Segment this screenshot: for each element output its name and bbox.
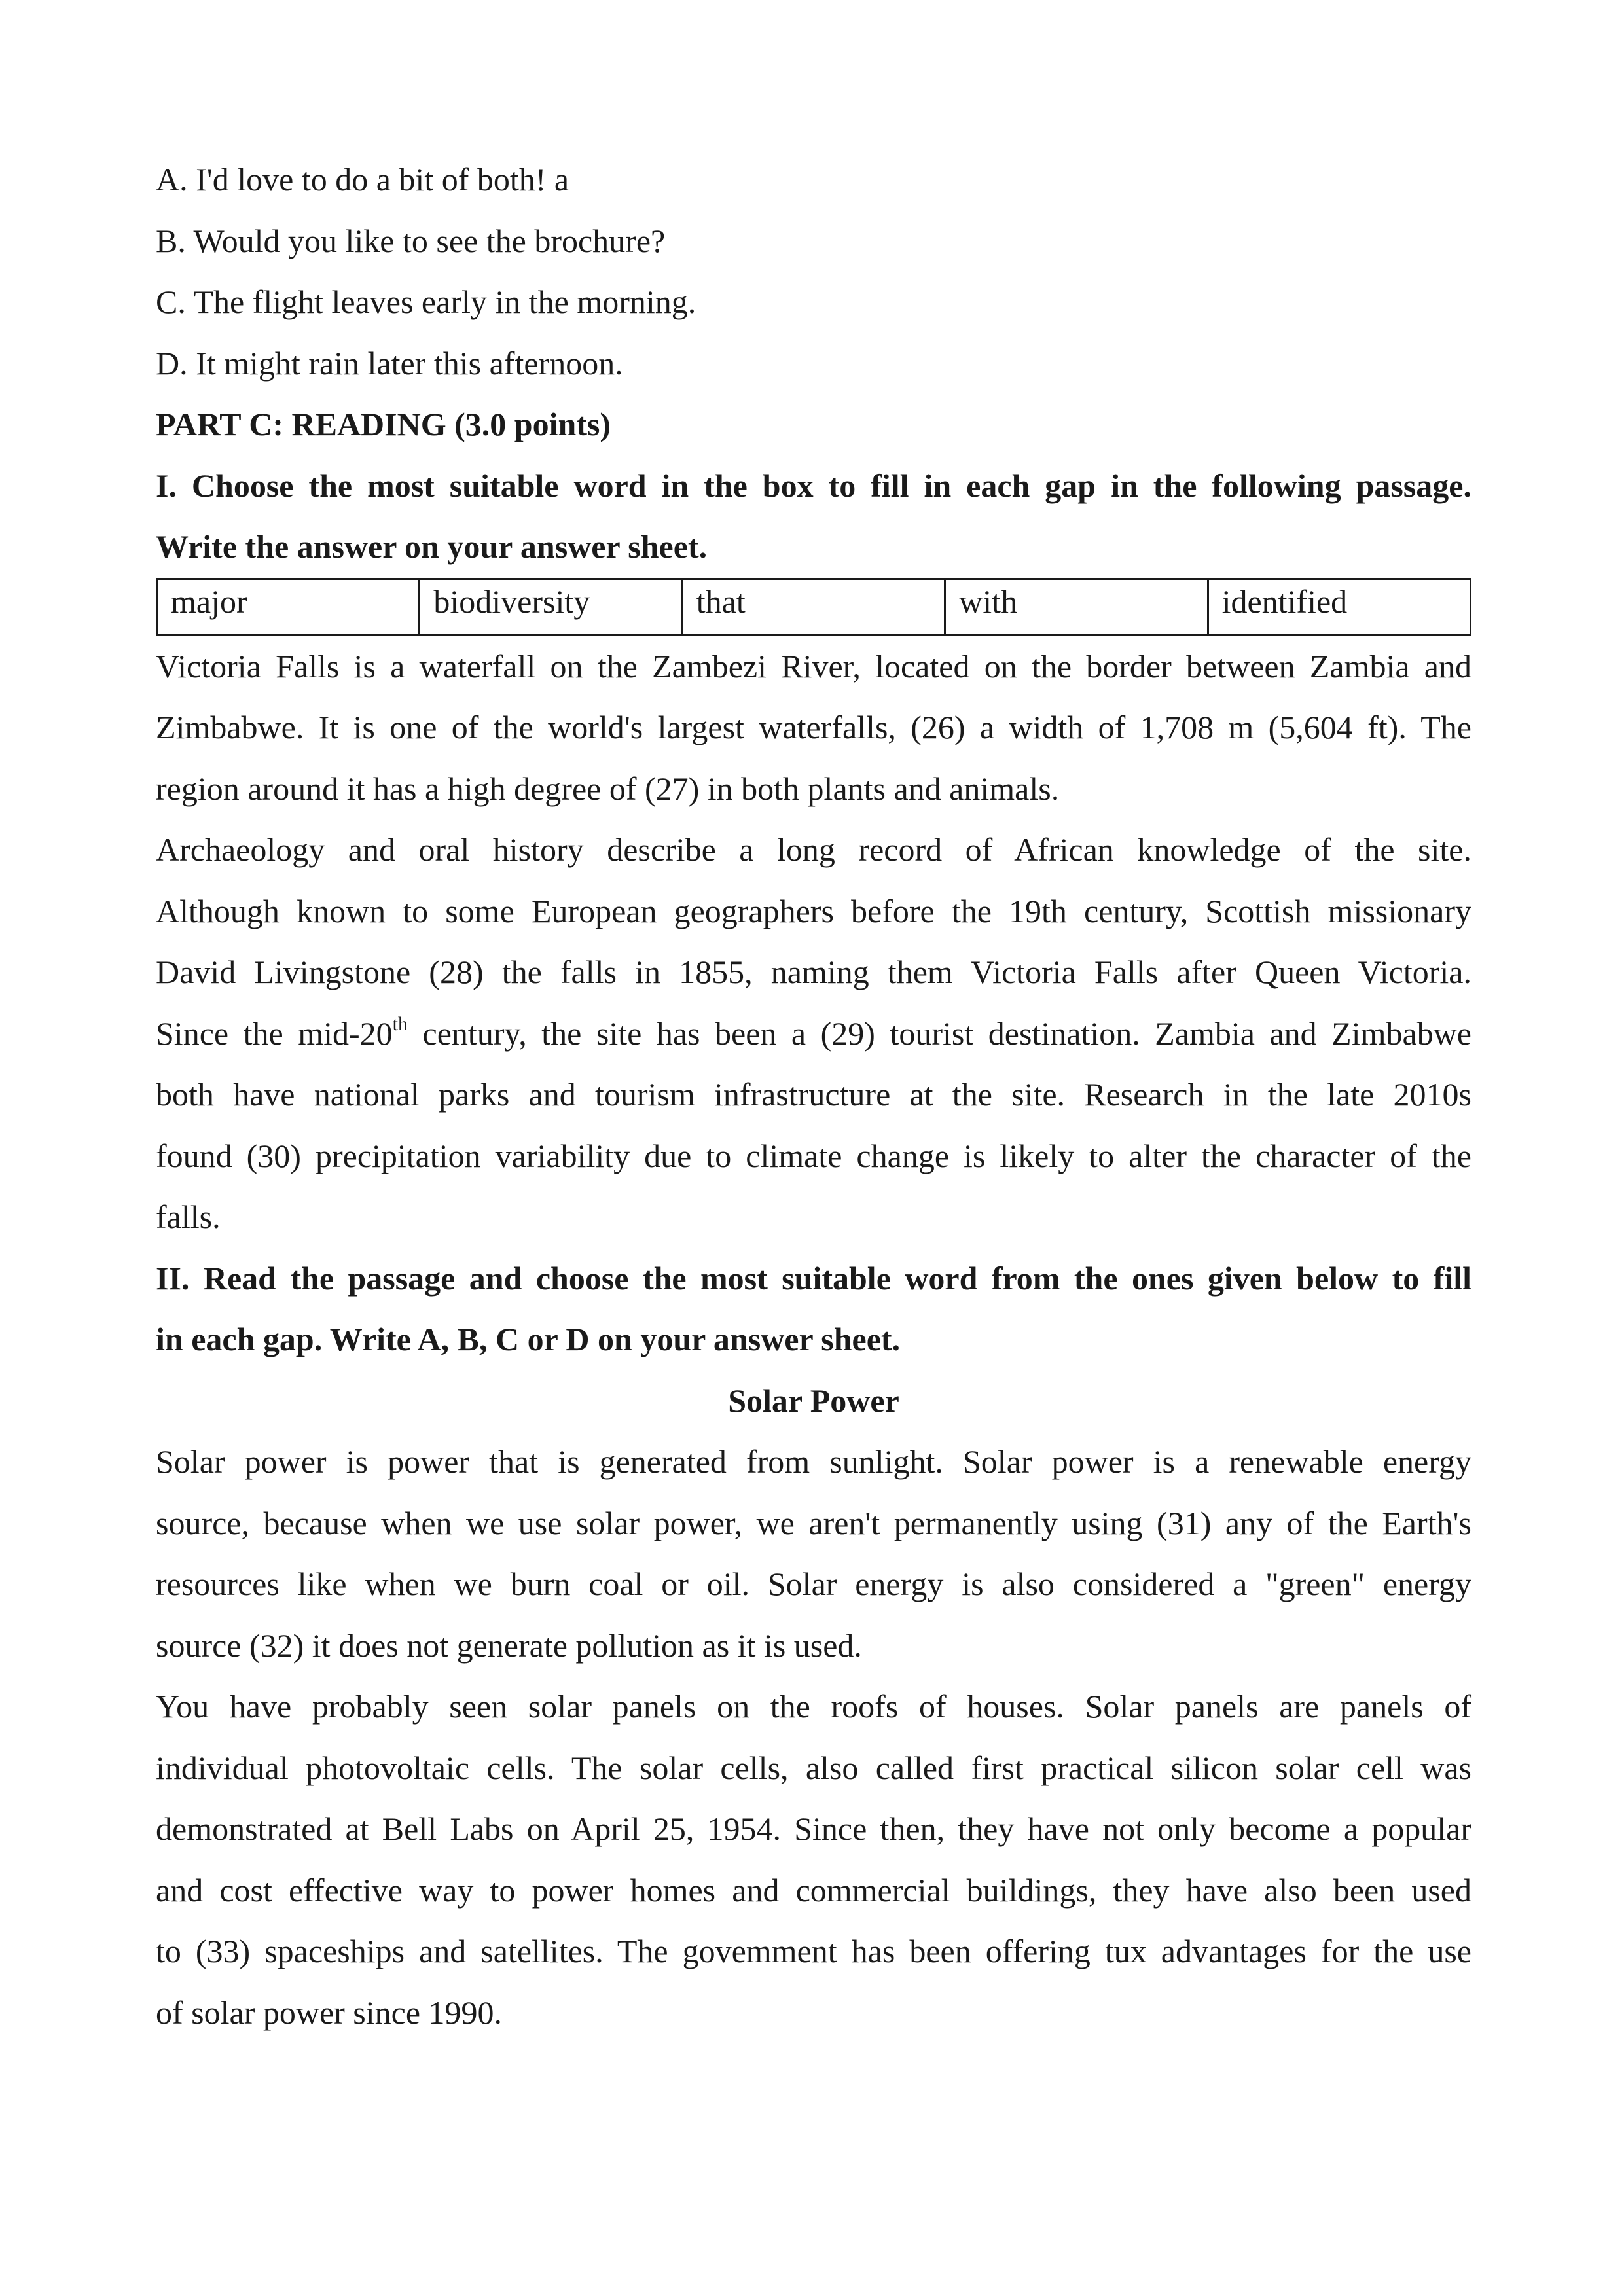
passage1-line: Zimbabwe. It is one of the world's largest waterfalls, (26) a width of 1,708 m (5,604 ft). The — [156, 709, 1471, 745]
section2-instruction-line-1: II. Read the passage and choose the most suitable word from the ones given below to fill — [156, 1259, 1471, 1297]
passage2-line: You have probably seen solar panels on the roofs of houses. Solar panels are panels of — [156, 1688, 1471, 1725]
passage2-line: and cost effective way to power homes and commercial buildings, they have also been used — [156, 1871, 1471, 1909]
passage2-line: demonstrated at Bell Labs on April 25, 1954. Since then, they have not only become a popular — [156, 1810, 1471, 1847]
superscript-th: th — [392, 1013, 408, 1035]
passage2-title: Solar Power — [728, 1382, 899, 1419]
document-page — [156, 149, 1471, 2043]
passage1-line: Although known to some European geographers before the 19th century, Scottish missionary — [156, 892, 1471, 929]
word-box-cell: with — [945, 579, 1208, 635]
option-d: D. It might rain later this afternoon. — [156, 344, 623, 382]
passage1-line — [156, 1003, 1471, 1065]
passage2-line: Solar power is power that is generated from sunlight. Solar power is a renewable energy — [156, 1443, 1471, 1480]
passage1-line: found (30) precipitation variability due to climate change is likely to alter the character of the — [156, 1137, 1471, 1174]
option-c: C. The flight leaves early in the morning. — [156, 283, 696, 320]
passage1-line: David Livingstone (28) the falls in 1855, naming them Victoria Falls after Queen Victoria. — [156, 954, 1471, 990]
passage2-line: resources like when we burn coal or oil. Solar energy is also considered a "green" energy — [156, 1566, 1471, 1602]
option-b: B. Would you like to see the brochure? — [156, 222, 666, 259]
passage1-line: falls. — [156, 1198, 221, 1235]
passage1-text: century, the site has been a (29) tourist destination. Zambia and Zimbabwe — [408, 1014, 1472, 1052]
section1-instruction-line-2: Write the answer on your answer sheet. — [156, 528, 708, 565]
passage2-line: of solar power since 1990. — [156, 1994, 503, 2031]
passage1-line: both have national parks and tourism infrastructure at the site. Research in the late 2010s — [156, 1076, 1471, 1113]
word-box-cell: major — [157, 579, 420, 635]
word-box-cell: that — [682, 579, 945, 635]
passage2-line: individual photovoltaic cells. The solar cells, also called first practical silicon solar cell was — [156, 1749, 1471, 1786]
passage1-line: Archaeology and oral history describe a long record of African knowledge of the site. — [156, 831, 1471, 868]
word-box — [156, 578, 1471, 636]
part-heading: PART C: READING (3.0 points) — [156, 406, 611, 442]
passage1-line: Victoria Falls is a waterfall on the Zambezi River, located on the border between Zambia and — [156, 647, 1471, 685]
passage2-line: source (32) it does not generate pollution as it is used. — [156, 1626, 862, 1664]
word-box-cell: biodiversity — [420, 579, 682, 635]
passage2-line: to (33) spaceships and satellites. The govemment has been offering tux advantages for the use — [156, 1933, 1471, 1969]
option-a: A. I'd love to do a bit of both! a — [156, 161, 569, 198]
passage1-text: Since the mid-20 — [156, 1014, 393, 1052]
passage1-line: region around it has a high degree of (27) in both plants and animals. — [156, 770, 1060, 807]
section1-instruction-line-1: I. Choose the most suitable word in the box to fill in each gap in the following passage. — [156, 467, 1471, 504]
passage2-line: source, because when we use solar power, we aren't permanently using (31) any of the Earth's — [156, 1504, 1471, 1541]
word-box-cell: identified — [1208, 579, 1470, 635]
section2-instruction-line-2: in each gap. Write A, B, C or D on your answer sheet. — [156, 1321, 901, 1357]
